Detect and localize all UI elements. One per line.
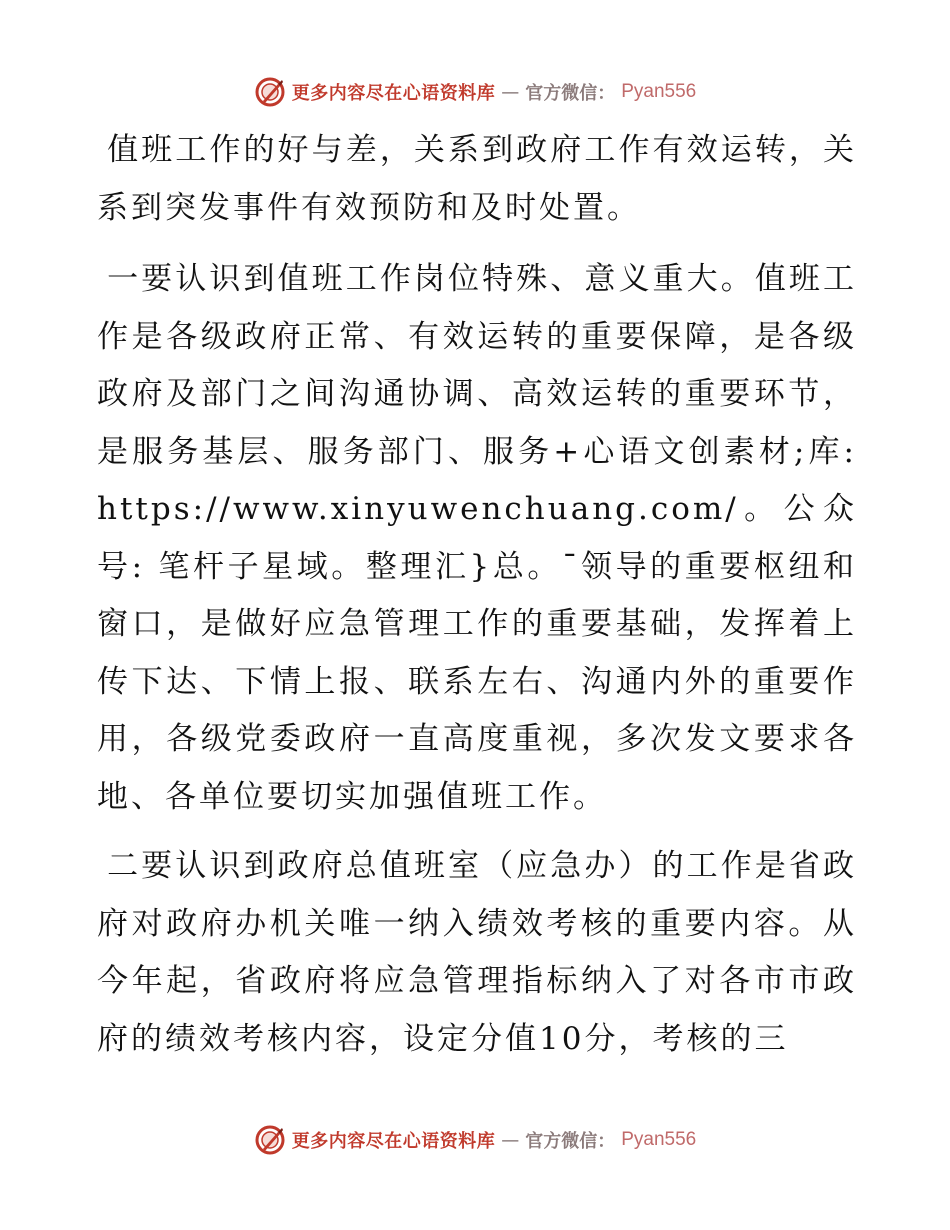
quill-logo-icon — [254, 1124, 286, 1156]
footer-watermark-banner — [0, 1120, 950, 1160]
watermark-brand-text: 更多内容尽在心语资料库 — [291, 1131, 496, 1152]
watermark-brand-text: 更多内容尽在心语资料库 — [291, 83, 496, 104]
quill-logo-icon — [254, 76, 286, 108]
paragraph-2 — [97, 251, 857, 826]
paragraph-1-text: 值班工作的好与差，关系到政府工作有效运转，关系到突发事件有效预防和及时处置。 — [97, 132, 857, 226]
document-body — [97, 122, 857, 1068]
paragraph-1 — [97, 122, 857, 237]
watermark-dash: — — [501, 81, 520, 103]
paragraph-2-text: 一要认识到值班工作岗位特殊、意义重大。值班工作是各级政府正常、有效运转的重要保障，是各级政府及部门之间沟通协调、高效运转的重要环节，是服务基层、服务部门、服务+心语文创素材;库: https://www.xinyuwenchuang.com/。公众号: 笔杆子星域。整理汇}总。¯领导的重要枢纽和窗口，是做好应急管理工作的重要基础，发挥着上传下达、下情上报、联系左右、沟通内外的重要作用，各级党委政府一直高度重视，多次发文要求各地、各单位要切实加强值班工作。 — [97, 261, 857, 815]
watermark-wechat-handle: Pyan556 — [621, 81, 697, 102]
watermark-wechat-handle: Pyan556 — [621, 1129, 697, 1150]
paragraph-3-text: 二要认识到政府总值班室（应急办）的工作是省政府对政府办机关唯一纳入绩效考核的重要内容。从今年起，省政府将应急管理指标纳入了对各市市政府的绩效考核内容，设定分值10分，考核的三 — [97, 848, 857, 1057]
watermark-official-label: 官方微信： — [525, 83, 616, 104]
watermark-dash: — — [501, 1129, 520, 1151]
header-watermark-banner — [0, 72, 950, 112]
paragraph-3 — [97, 838, 857, 1068]
watermark-official-label: 官方微信： — [525, 1131, 616, 1152]
